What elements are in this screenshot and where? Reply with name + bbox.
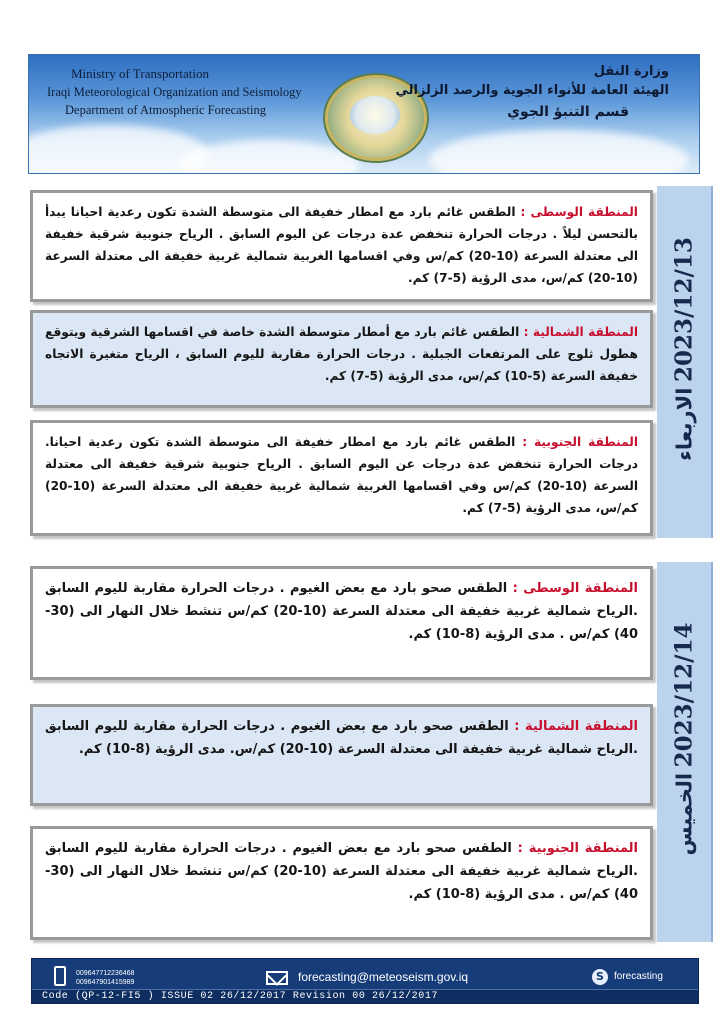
- phone-number-1: 009647712236468: [76, 970, 135, 977]
- day1-label: [671, 237, 698, 487]
- forecast-box-day2-south: [30, 826, 653, 940]
- email-address[interactable]: forecasting@meteoseism.gov.iq: [298, 970, 469, 984]
- forecast-text: الطقس غائم بارد مع امطار خفيفة الى متوسطة الشدة تكون رعدية احيانا. درجات الحرارة تنخفض عدة درجات عن اليوم السابق . الرياح جنوبية شرقية خفيفة الى معتدلة السرعة (10-20) كم/س وفي اقسامها الغربية شمالية غربية خفيفة الى معتدلة السرعة (10-20) كم/س، مدى الرؤية (5-7) كم.: [45, 435, 638, 515]
- region-name: المنطقة الجنوبية :: [517, 841, 639, 856]
- forecast-box-day1-north: [30, 310, 653, 408]
- forecast-box-day2-central: [30, 566, 653, 680]
- phone-number-2: 009647901415989: [76, 979, 135, 986]
- day1-date-strip: [657, 186, 713, 538]
- skype-icon: S: [592, 969, 608, 985]
- forecast-text: الطقس غائم بارد مع أمطار متوسطة الشدة خاصة في اقسامها الشرقية ويتوقع هطول ثلوج على المرتفعات الجبلية . درجات الحرارة مقاربة لليوم السابق ، الرياح متغيرة الاتجاه خفيفة السرعة (5-10) كم/س، مدى الرؤية (5-7) كم.: [45, 325, 638, 383]
- day1-name: الاربعاء: [672, 387, 697, 461]
- cloud-decoration: [179, 140, 359, 174]
- ministry-name-ar: وزارة النقل: [593, 64, 669, 79]
- forecast-text: الطقس غائم بارد مع امطار خفيفة الى متوسطة الشدة تكون رعدية احيانا يبدأ بالتحسن ليلاً . درجات الحرارة تنخفض عدة درجات عن اليوم السابق . الرياح جنوبية شرقية خفيفة الى معتدلة السرعة (10-20) كم/س وفي اقسامها الغربية شمالية غربية خفيفة الى معتدلة السرعة (10-20) كم/س، مدى الرؤية (5-7) كم.: [45, 205, 638, 285]
- department-name-en: Department of Atmospheric Forecasting: [65, 103, 266, 117]
- forecast-text: الطقس صحو بارد مع بعض الغيوم . درجات الحرارة مقاربة لليوم السابق .الرياح شمالية غربية خفيفة الى معتدلة السرعة (10-20) كم/س. مدى الرؤية (8-10) كم.: [45, 719, 638, 757]
- forecast-text: الطقس صحو بارد مع بعض الغيوم . درجات الحرارة مقاربة لليوم السابق .الرياح شمالية غربية خفيفة الى معتدلة السرعة (10-20) كم/س تنشط خلال النهار الى (30-40) كم/س . مدى الرؤية (8-10) كم.: [45, 841, 638, 902]
- region-name: المنطقة الشمالية :: [514, 719, 639, 734]
- day2-name: الخميس: [672, 772, 697, 856]
- header-banner: [28, 54, 700, 174]
- region-name: المنطقة الشمالية :: [523, 325, 639, 339]
- day2-label: [671, 623, 698, 882]
- header-arabic-block: [395, 63, 669, 123]
- phone-icon: [54, 966, 66, 986]
- cloud-decoration: [429, 130, 689, 174]
- email-icon: [266, 971, 288, 985]
- region-name: المنطقة الجنوبية :: [522, 435, 638, 449]
- phone-numbers: [76, 969, 134, 987]
- department-name-ar: قسم التنبؤ الجوي: [507, 104, 629, 120]
- ministry-name-en: Ministry of Transportation: [71, 66, 209, 81]
- forecast-box-day2-north: [30, 704, 653, 806]
- footer-contact-bar: [31, 958, 699, 1004]
- day1-date: 2023/12/13: [670, 237, 698, 382]
- header-english-block: [47, 65, 302, 119]
- day2-date-strip: [657, 562, 713, 942]
- forecast-box-day1-south: [30, 420, 653, 536]
- forecast-box-day1-central: [30, 190, 653, 302]
- skype-handle[interactable]: forecasting: [614, 971, 663, 982]
- organization-name-en: Iraqi Meteorological Organization and Seismology: [47, 85, 302, 99]
- logo-emblem: [350, 96, 400, 134]
- organization-name-ar: الهيئة العامة للأنواء الجوية والرصد الزلزالي: [395, 83, 669, 98]
- document-control-bar: Code (QP-12-FI5 ) ISSUE 02 26/12/2017 Revision 00 26/12/2017: [32, 989, 698, 1003]
- day2-date: 2023/12/14: [670, 622, 698, 768]
- region-name: المنطقة الوسطى :: [512, 581, 638, 596]
- forecast-text: الطقس صحو بارد مع بعض الغيوم . درجات الحرارة مقاربة لليوم السابق .الرياح شمالية غربية خفيفة الى معتدلة السرعة (10-20) كم/س تنشط خلال النهار الى (30-40) كم/س . مدى الرؤية (8-10) كم.: [45, 581, 638, 642]
- region-name: المنطقة الوسطى :: [520, 205, 638, 219]
